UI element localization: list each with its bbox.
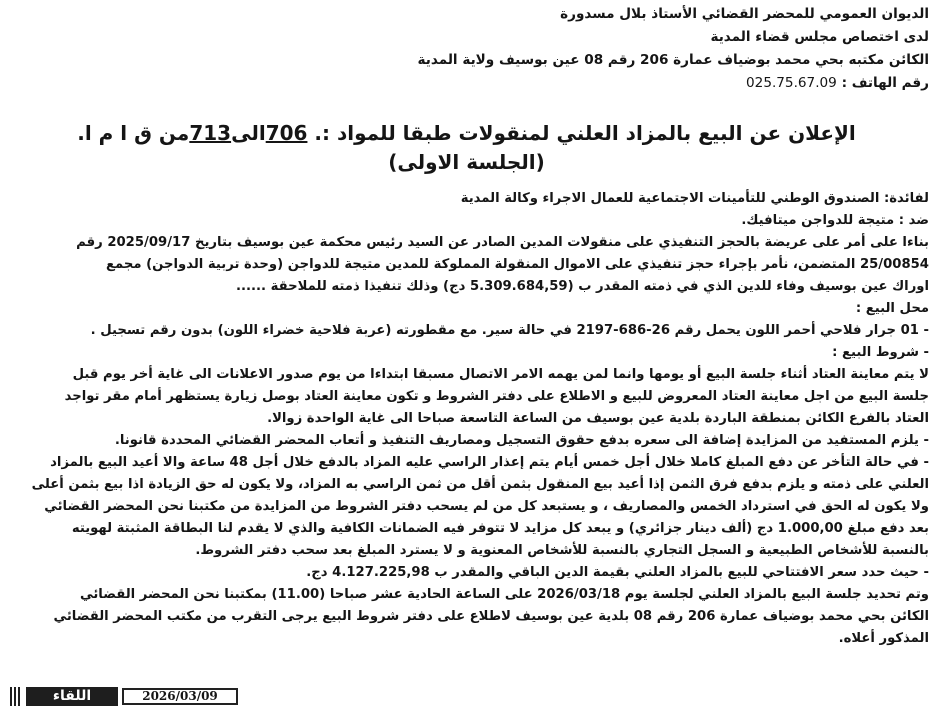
phone-number: 025.75.67.09 — [746, 75, 837, 91]
article-from: 706 — [265, 121, 308, 145]
delay-line: بعد دفع مبلغ 1.000,00 دج (ألف دينار جزائري) و يبعد كل مزايد لا تتوفر فيه الضمانات الكافية والذي لا يقدم لنا البطاقة المثبتة لهويته — [71, 520, 929, 536]
phone-label: رقم الهاتف : — [841, 75, 929, 91]
session-subtitle: (الجلسة الاولى) — [388, 150, 545, 174]
order-line: اوراك عين بوسيف وفاء للدين الذي في ذمته المقدر ب (5.309.684,59 دج) وذلك تنفيذا ذمته للملاحقة ...... — [236, 278, 929, 294]
sale-item: - 01 جرار فلاحي أحمر اللون يحمل رقم 26-686-2197 في حالة سير. مع مقطورته (عربة فلاحية خضراء اللون) بدون رقم تسجيل . — [90, 323, 929, 338]
publication-date: 2026/03/09 — [122, 688, 238, 705]
article-to: 713 — [189, 121, 232, 145]
sale-place-label: محل البيع : — [855, 301, 929, 316]
jurisdiction-line: لدى اختصاص مجلس قضاء المدية — [710, 29, 929, 45]
opening-price-line: - حيث حدد سعر الافتتاحي للبيع بالمزاد العلني بقيمة الدين الباقي والمقدر ب 4.127.225,98 دج. — [306, 565, 929, 580]
delay-line: ولا يكون له الحق في استرداد الخمس والمصاريف ، و يستبعد كل من لم يسحب دفتر الشروط من المزايدة من مكتبنا نحن المحضر القضائي — [44, 498, 929, 514]
obligation-line: - يلزم المستفيد من المزايدة إضافة الى سعره بدفع حقوق التسجيل ومصاريف التنفيذ و أتعاب المحضر القضائي المحددة قانونا. — [114, 433, 929, 448]
footer-stripe-decoration — [10, 687, 22, 706]
title-suffix: من ق ا م ا. — [77, 121, 190, 145]
conditions-line: العتاد بالفرع الكائن بمنطقة الباردة بلدية عين بوسيف من الساعة التاسعة صباحا الى غاية الواحدة زوالا. — [267, 410, 929, 426]
conditions-line: لا يتم معاينة العتاد أثناء جلسة البيع أو يومها وانما لمن يهمه الامر الاتصال مسبقا ابتداءا من يوم صدور الاعلانات الى غاية أخر يوم قبل — [72, 367, 929, 382]
bailiff-office-line: الديوان العمومي للمحضر القضائي الأستاذ بلال مسدورة — [560, 6, 929, 22]
session-line: المذكور أعلاه. — [838, 630, 929, 646]
publication-footer — [4, 684, 244, 710]
order-line: بناءا على أمر على عريضة بالحجز التنفيذي على منقولات المدين الصادر عن السيد رئيس محكمة عين بوسيف بتاريخ 2025/09/17 رقم — [76, 235, 929, 250]
delay-line: بالنسبة للأشخاص الطبيعية و السجل التجاري بالنسبة للأشخاص المعنوية و لا يسترد المبلغ بعد سحب دفتر الشروط. — [195, 542, 929, 558]
delay-line: - في حالة التأخر عن دفع المبلغ كاملا خلال أجل خمس أيام يتم إعذار الراسي عليه المزاد بالدفع خلال أجل 48 ساعة والا أعيد البيع بالمزاد — [50, 455, 929, 470]
session-paragraph — [6, 584, 929, 650]
order-line: 25/00854 المتضمن، نأمر بإجراء حجز تنفيذي على الاموال المنقولة المملوكة للمدين متيجة للدواجن (وحدة تربية الدواجن) مجمع — [106, 256, 929, 272]
title-to-word: الى — [231, 121, 266, 145]
conditions-line: جلسة البيع من اجل معاينة العتاد المعروض للبيع و الاطلاع على دفتر الشروط و تكون معاينة العتاد بوصل زيارة يستظهر أمام مقر تواجد — [64, 388, 929, 404]
conditions-paragraph — [6, 364, 929, 430]
notice-title — [0, 119, 933, 147]
newspaper-name: اللقاء — [26, 687, 118, 706]
beneficiary-line: لفائدة: الصندوق الوطني للتأمينات الاجتماعية للعمال الاجراء وكالة المدية — [460, 191, 929, 206]
conditions-label: - شروط البيع : — [832, 345, 929, 360]
against-line: ضد : متيجة للدواجن ميتافيك. — [741, 213, 929, 228]
office-address-line: الكائن مكتبه بحي محمد بوضياف عمارة 206 رقم 08 عين بوسيف ولاية المدية — [417, 52, 929, 68]
session-line: وتم تحديد جلسة البيع بالمزاد العلني لجلسة يوم 2026/03/18 على الساعة الحادية عشر صباحا (11.00) بمكتبنا نحن المحضر القضائي — [79, 587, 929, 602]
delay-line: العلني على ذمته و يلزم بدفع فرق الثمن إذا أعيد بيع المنقول بثمن أقل من ثمن الراسي به المزاد، ولا يكون له حق الزيادة اذا بيع بثمن أعلى — [31, 476, 929, 492]
delay-paragraph — [6, 452, 929, 562]
title-prefix: الإعلان عن البيع بالمزاد العلني لمنقولات طبقا للمواد :. — [314, 121, 856, 145]
order-paragraph — [6, 232, 929, 298]
session-line: الكائن بحي محمد بوضياف عمارة 206 رقم 08 بلدية عين بوسيف لاطلاع على دفتر شروط البيع يرجى التقرب من مكتب المحضر القضائي — [53, 608, 929, 624]
phone-line — [746, 75, 929, 91]
